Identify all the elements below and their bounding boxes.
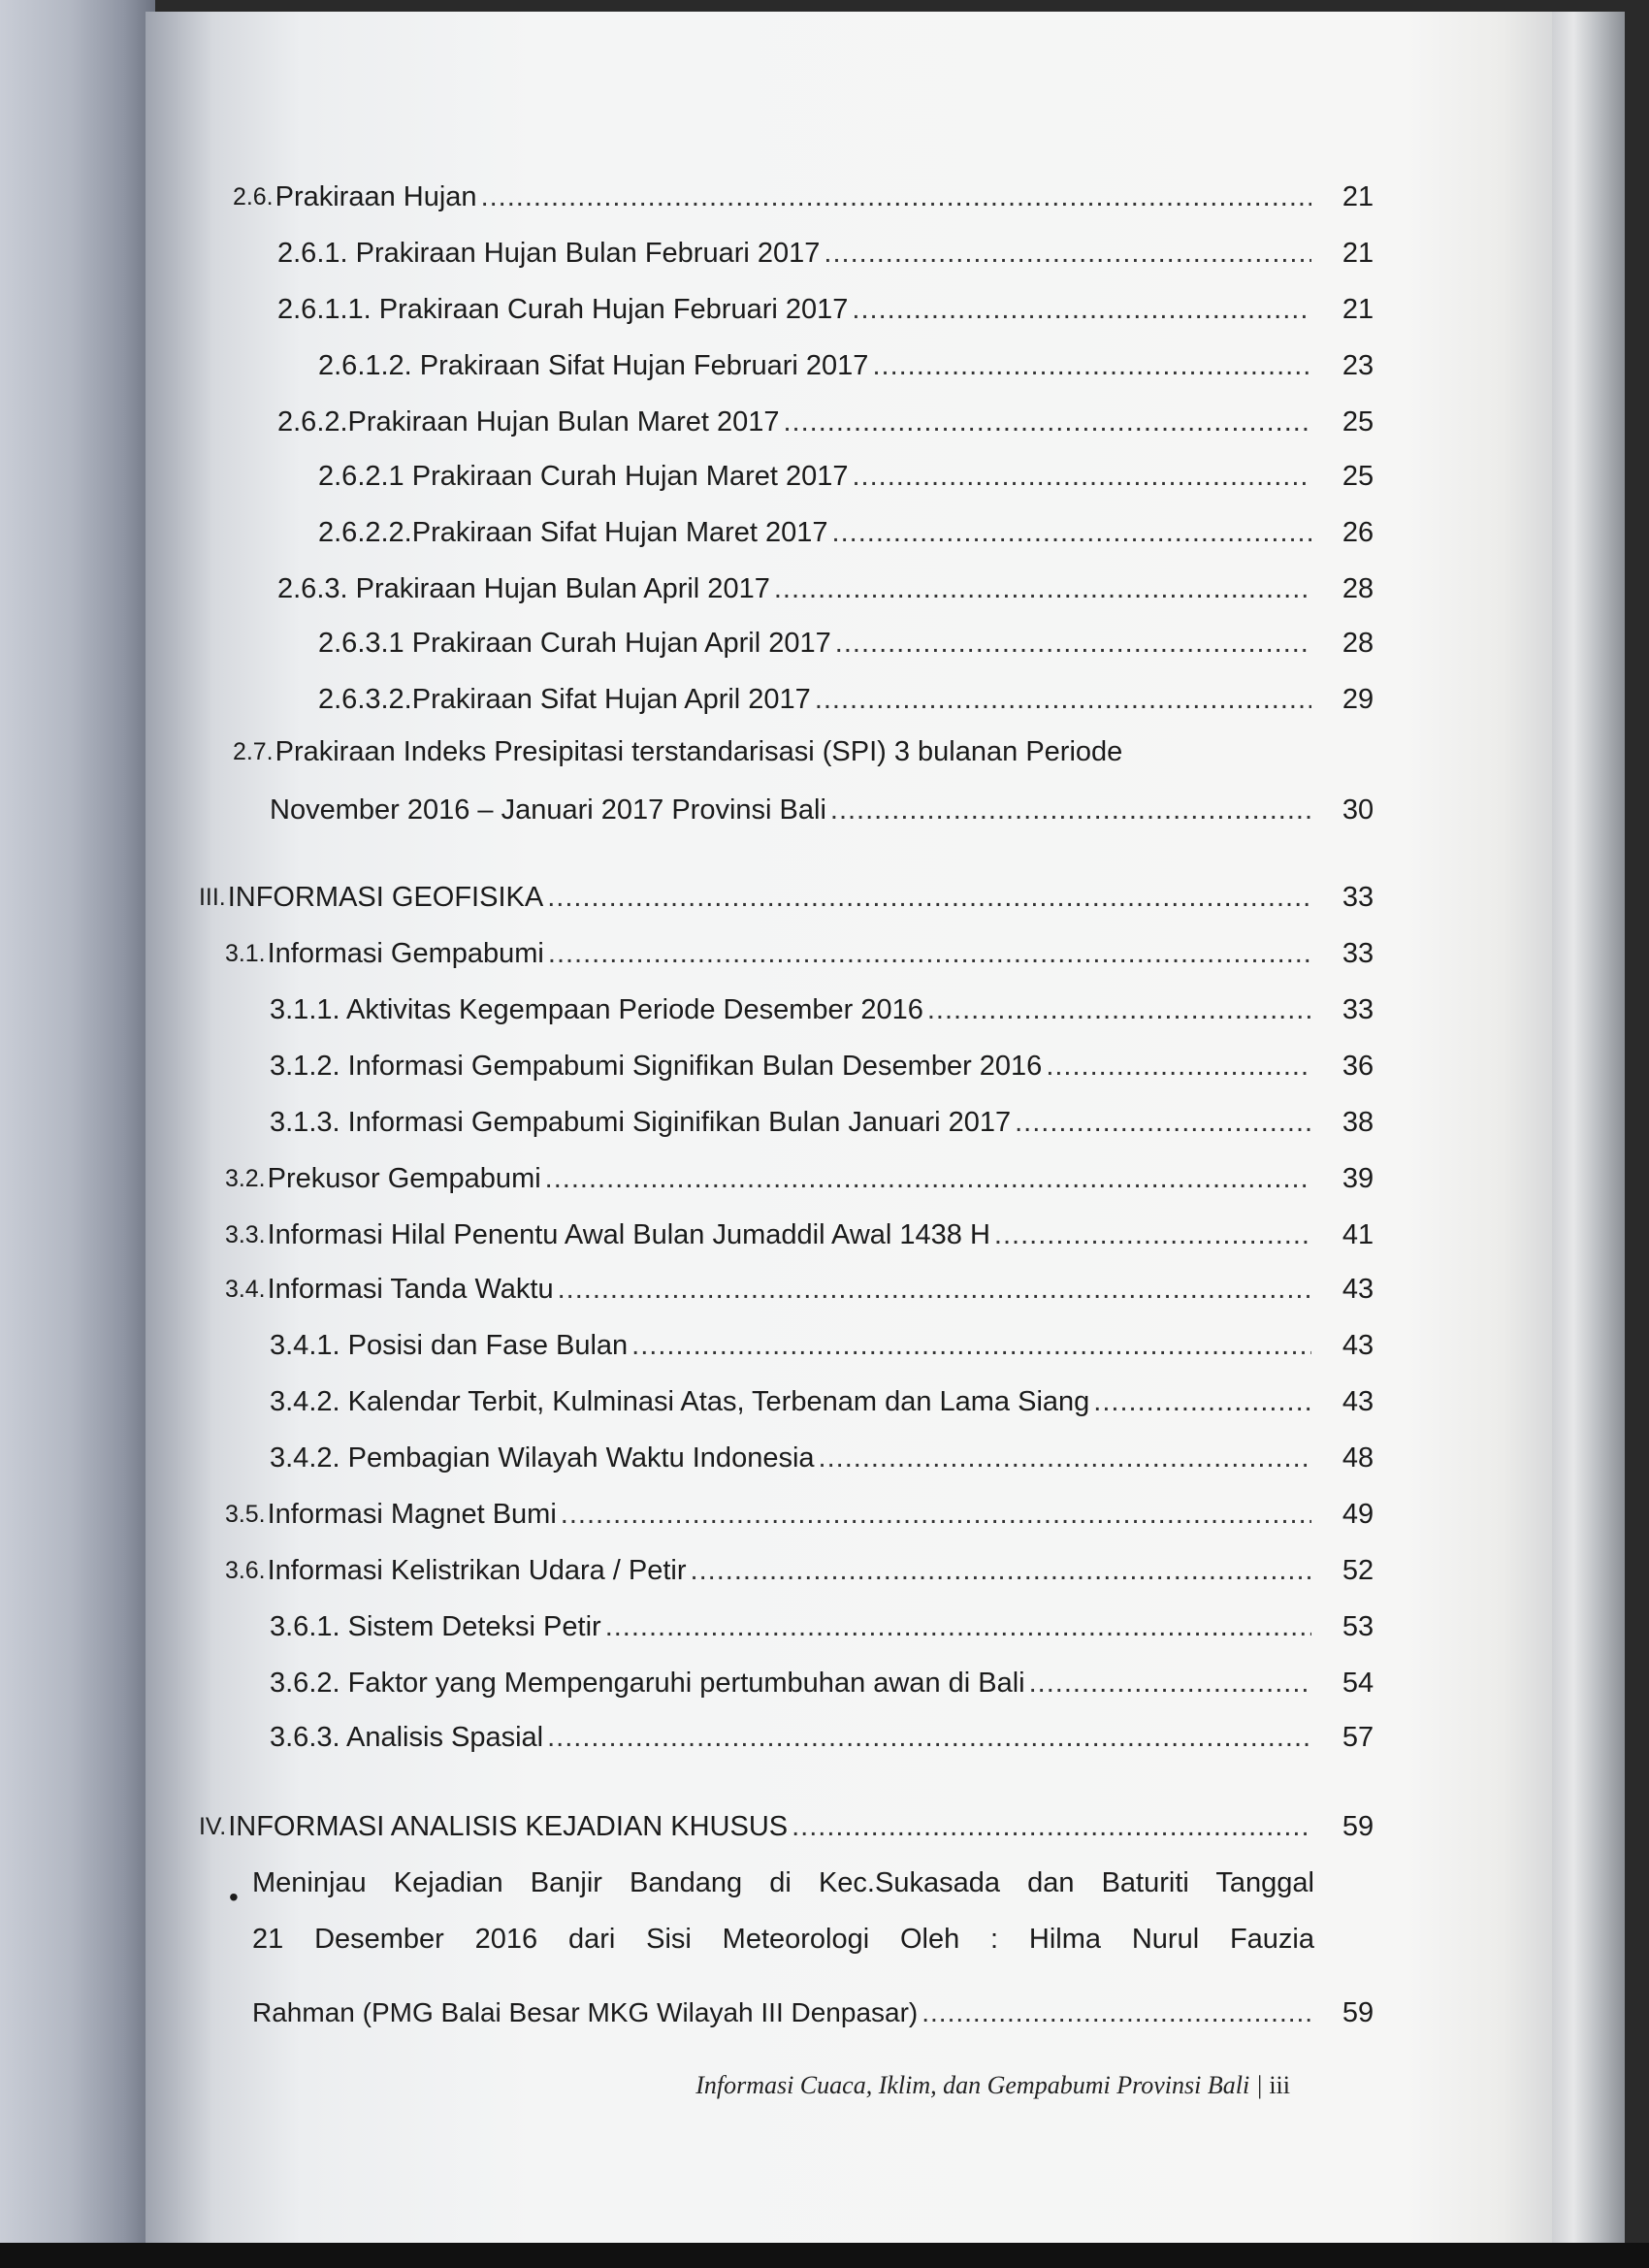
toc-entry[interactable] — [225, 1548, 1317, 1593]
toc-entry-title: Prekusor Gempabumi — [267, 1163, 541, 1194]
left-page-edge — [0, 0, 155, 2268]
dot-leader — [631, 1323, 1311, 1368]
toc-entry[interactable] — [270, 1604, 1317, 1649]
toc-entry-page: 36 — [1342, 1051, 1374, 1082]
toc-entry[interactable] — [277, 231, 1317, 275]
toc-entry-title: Prakiraan Indeks Presipitasi terstandarisasi (SPI) 3 bulanan Periode — [275, 736, 1123, 767]
toc-entry-page: 41 — [1342, 1219, 1374, 1250]
toc-entry-number: 3.3. — [225, 1221, 266, 1248]
toc-entry-page: 43 — [1342, 1386, 1374, 1417]
toc-entry-title: 3.1.3. Informasi Gempabumi Siginifikan Bulan Januari 2017 — [270, 1107, 1012, 1138]
toc-entry-page: 30 — [1342, 794, 1374, 826]
toc-entry[interactable] — [270, 1436, 1317, 1480]
dot-leader — [927, 988, 1311, 1032]
toc-entry-page: 59 — [1342, 1811, 1374, 1842]
toc-entry-page: 54 — [1342, 1668, 1374, 1699]
dot-leader — [1015, 1100, 1311, 1145]
toc-entry-page: 25 — [1342, 461, 1374, 492]
dot-leader — [815, 677, 1311, 722]
dot-leader — [852, 287, 1311, 332]
toc-entry[interactable] — [270, 988, 1317, 1032]
toc-entry-title: Informasi Magnet Bumi — [267, 1499, 557, 1530]
toc-entry-page: 43 — [1342, 1274, 1374, 1305]
toc-entry-number: 3.6. — [225, 1557, 266, 1584]
toc-entry[interactable] — [318, 454, 1317, 499]
toc-entry-number: 3.4. — [225, 1276, 266, 1303]
toc-entry[interactable] — [270, 1661, 1317, 1705]
toc-entry-number: 3.2. — [225, 1165, 266, 1192]
toc-entry-title: November 2016 – Januari 2017 Provinsi Bali — [270, 794, 826, 826]
toc-entry-number: 3.5. — [225, 1501, 266, 1528]
bullet-entry-line-3-text: Rahman (PMG Balai Besar MKG Wilayah III Denpasar) — [252, 1997, 919, 2027]
toc-entry[interactable] — [233, 729, 1122, 774]
toc-entry-page: 28 — [1342, 628, 1374, 659]
toc-entry[interactable] — [233, 175, 1317, 219]
toc-entry-page: 28 — [1342, 573, 1374, 604]
toc-entry[interactable] — [270, 1323, 1317, 1368]
toc-entry-title: 3.1.1. Aktivitas Kegempaan Periode Desember 2016 — [270, 994, 923, 1025]
dot-leader — [547, 1715, 1311, 1760]
dot-leader — [774, 567, 1311, 611]
toc-entry-page: 43 — [1342, 1330, 1374, 1361]
toc-entry-title: 2.6.3. Prakiraan Hujan Bulan April 2017 — [277, 573, 770, 604]
toc-entry-page: 39 — [1342, 1163, 1374, 1194]
bullet-entry-line-2[interactable]: 21 Desember 2016 dari Sisi Meteorologi Oleh : Hilma Nurul Fauzia — [252, 1924, 1314, 1955]
dot-leader — [561, 1492, 1311, 1537]
toc-entry[interactable] — [277, 400, 1317, 444]
dot-leader — [783, 400, 1311, 444]
toc-entry-title: 2.6.2.1 Prakiraan Curah Hujan Maret 2017 — [318, 461, 849, 492]
toc-entry[interactable] — [270, 1715, 1317, 1760]
toc-entry-page: 21 — [1342, 238, 1374, 269]
toc-entry[interactable] — [225, 931, 1317, 976]
dot-leader — [824, 231, 1311, 275]
toc-entry[interactable] — [270, 1100, 1317, 1145]
toc-entry-page: 21 — [1342, 294, 1374, 325]
toc-entry-title: 2.6.1.2. Prakiraan Sifat Hujan Februari 2017 — [318, 350, 869, 381]
toc-entry-page: 21 — [1342, 181, 1374, 212]
toc-entry-page: 33 — [1342, 882, 1374, 913]
toc-entry-number: 2.7. — [233, 738, 274, 765]
toc-entry-title: 3.4.2. Kalendar Terbit, Kulminasi Atas, Terbenam dan Lama Siang — [270, 1386, 1090, 1417]
toc-entry-page: 25 — [1342, 406, 1374, 437]
toc-entry[interactable] — [225, 1267, 1317, 1312]
toc-entry-page: 29 — [1342, 684, 1374, 715]
dot-leader — [819, 1436, 1311, 1480]
dot-leader — [872, 343, 1311, 388]
toc-entry[interactable] — [277, 567, 1317, 611]
toc-entry-title: 3.6.2. Faktor yang Mempengaruhi pertumbuhan awan di Bali — [270, 1668, 1025, 1699]
toc-entry-number: 3.1. — [225, 940, 266, 967]
toc-entry[interactable] — [199, 875, 1317, 920]
toc-entry[interactable] — [270, 1379, 1317, 1424]
toc-entry[interactable] — [225, 1492, 1317, 1537]
footer-page-number: iii — [1269, 2071, 1290, 2099]
dot-leader — [830, 788, 1311, 832]
dot-leader — [547, 875, 1311, 920]
toc-entry-title: 3.4.1. Posisi dan Fase Bulan — [270, 1330, 629, 1361]
toc-entry-title: Informasi Tanda Waktu — [267, 1274, 554, 1305]
toc-entry-page: 33 — [1342, 994, 1374, 1025]
toc-entry[interactable] — [318, 677, 1317, 722]
dot-leader — [558, 1267, 1311, 1312]
toc-entry[interactable] — [225, 1213, 1317, 1257]
bullet-marker: • — [229, 1882, 239, 1912]
toc-entry-title: 2.6.3.2.Prakiraan Sifat Hujan April 2017 — [318, 684, 811, 715]
toc-entry[interactable] — [277, 287, 1317, 332]
toc-entry[interactable] — [318, 510, 1317, 555]
dot-leader — [832, 510, 1311, 555]
dot-leader — [1029, 1661, 1311, 1705]
page-footer — [660, 2071, 1290, 2100]
toc-entry-page: 52 — [1342, 1555, 1374, 1586]
toc-entry-title: Prakiraan Hujan — [275, 181, 477, 212]
toc-entry-number: 2.6. — [233, 183, 274, 211]
toc-entry-page: 26 — [1342, 517, 1374, 548]
toc-entry-page: 38 — [1342, 1107, 1374, 1138]
bullet-entry-line-3[interactable] — [252, 1991, 1319, 2035]
toc-entry[interactable] — [318, 343, 1317, 388]
toc-entry-title: Informasi Kelistrikan Udara / Petir — [267, 1555, 687, 1586]
dot-leader — [852, 454, 1311, 499]
dot-leader — [994, 1213, 1311, 1257]
footer-title: Informasi Cuaca, Iklim, dan Gempabumi Provinsi Bali — [695, 2071, 1250, 2099]
toc-entry[interactable] — [225, 1156, 1317, 1201]
dot-leader — [605, 1604, 1311, 1649]
toc-entry-page: 57 — [1342, 1722, 1374, 1753]
dot-leader — [545, 1156, 1311, 1201]
toc-entry-title: 3.4.2. Pembagian Wilayah Waktu Indonesia — [270, 1442, 815, 1474]
toc-entry-title: INFORMASI GEOFISIKA — [227, 882, 544, 913]
scan-bottom-border — [0, 2243, 1649, 2268]
toc-entry-title: 2.6.1. Prakiraan Hujan Bulan Februari 2017 — [277, 238, 821, 269]
dot-leader — [1046, 1044, 1311, 1088]
dot-leader — [481, 175, 1311, 219]
dot-leader — [1093, 1379, 1311, 1424]
toc-entry-title: INFORMASI ANALISIS KEJADIAN KHUSUS — [228, 1811, 789, 1842]
dot-leader — [792, 1804, 1311, 1849]
dot-leader — [922, 1991, 1313, 2035]
toc-entry-page: 23 — [1342, 350, 1374, 381]
toc-entry[interactable] — [270, 788, 1317, 832]
toc-entry-page: 53 — [1342, 1611, 1374, 1642]
toc-entry-number: IV. — [199, 1813, 227, 1840]
toc-entry-title: 2.6.1.1. Prakiraan Curah Hujan Februari 2017 — [277, 294, 849, 325]
toc-entry-title: 3.6.3. Analisis Spasial — [270, 1722, 544, 1753]
toc-entry-title: 3.6.1. Sistem Deteksi Petir — [270, 1611, 601, 1642]
toc-entry-title: 3.1.2. Informasi Gempabumi Signifikan Bulan Desember 2016 — [270, 1051, 1043, 1082]
toc-entry[interactable] — [270, 1044, 1317, 1088]
toc-entry-page: 48 — [1342, 1442, 1374, 1474]
toc-entry[interactable] — [199, 1804, 1317, 1849]
toc-entry-title: 2.6.2.2.Prakiraan Sifat Hujan Maret 2017 — [318, 517, 828, 548]
toc-entry-number: III. — [199, 884, 226, 911]
toc-entry-page: 49 — [1342, 1499, 1374, 1530]
dot-leader — [835, 621, 1311, 665]
dot-leader — [548, 931, 1311, 976]
toc-entry-title: 2.6.3.1 Prakiraan Curah Hujan April 2017 — [318, 628, 831, 659]
toc-entry-title: Informasi Gempabumi — [267, 938, 544, 969]
toc-entry-title: Informasi Hilal Penentu Awal Bulan Jumaddil Awal 1438 H — [267, 1219, 990, 1250]
right-page-edge — [1552, 12, 1625, 2243]
toc-entry-title: 2.6.2.Prakiraan Hujan Bulan Maret 2017 — [277, 406, 780, 437]
bullet-entry-line-1[interactable]: Meninjau Kejadian Banjir Bandang di Kec.Sukasada dan Baturiti Tanggal — [252, 1867, 1314, 1898]
footer-separator: | — [1255, 2071, 1263, 2099]
toc-entry-page: 33 — [1342, 938, 1374, 969]
dot-leader — [691, 1548, 1311, 1593]
bullet-entry-page: 59 — [1342, 1997, 1374, 2028]
toc-entry[interactable] — [318, 621, 1317, 665]
